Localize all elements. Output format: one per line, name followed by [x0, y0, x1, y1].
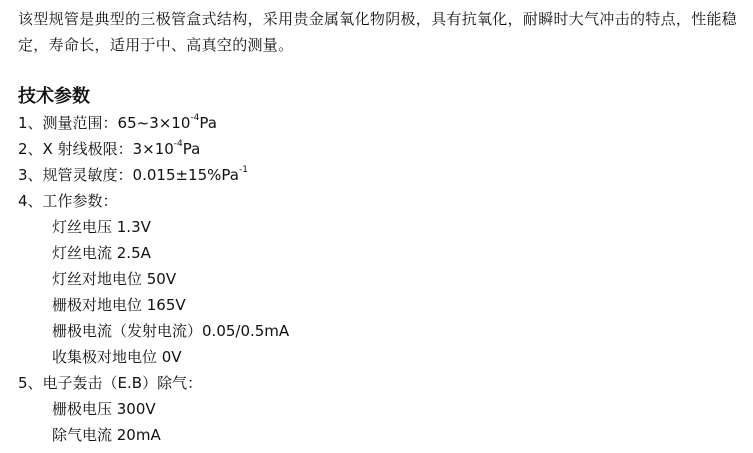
eb-param-grid-voltage: 栅极电压 300V — [52, 400, 156, 418]
param-exponent: -1 — [238, 165, 248, 175]
param-text: 3、规管灵敏度：0.015±15%Pa — [18, 166, 239, 184]
working-param-grid-ground-potential: 栅极对地电位 165V — [52, 296, 186, 314]
param-xray-limit — [18, 138, 200, 160]
param-exponent: -4 — [190, 113, 200, 123]
working-param-collector-ground-potential: 收集极对地电位 0V — [52, 348, 182, 366]
working-param-grid-current: 栅极电流（发射电流）0.05/0.5mA — [52, 322, 290, 340]
param-unit: Pa — [199, 114, 217, 132]
working-param-filament-current: 灯丝电流 2.5A — [52, 244, 151, 262]
section-heading: 技术参数 — [18, 86, 90, 107]
param-sensitivity — [18, 164, 248, 186]
param-exponent: -4 — [173, 139, 183, 149]
param-text: 2、X 射线极限：3×10 — [18, 140, 174, 158]
working-param-filament-ground-potential: 灯丝对地电位 50V — [52, 270, 177, 288]
param-text: 1、测量范围：65~3×10 — [18, 114, 191, 132]
intro-paragraph: 该型规管是典型的三极管盒式结构，采用贵金属氧化物阴极，具有抗氧化，耐瞬时大气冲击的特点，性能稳定，寿命长，适用于中、高真空的测量。 — [18, 10, 738, 54]
param-unit: Pa — [182, 140, 201, 158]
working-params-title: 4、工作参数： — [18, 192, 118, 210]
eb-degas-title: 5、电子轰击（E.B）除气： — [18, 374, 203, 392]
working-param-filament-voltage: 灯丝电压 1.3V — [52, 218, 151, 236]
eb-param-degas-current: 除气电流 20mA — [52, 426, 161, 444]
param-measurement-range — [18, 112, 217, 134]
